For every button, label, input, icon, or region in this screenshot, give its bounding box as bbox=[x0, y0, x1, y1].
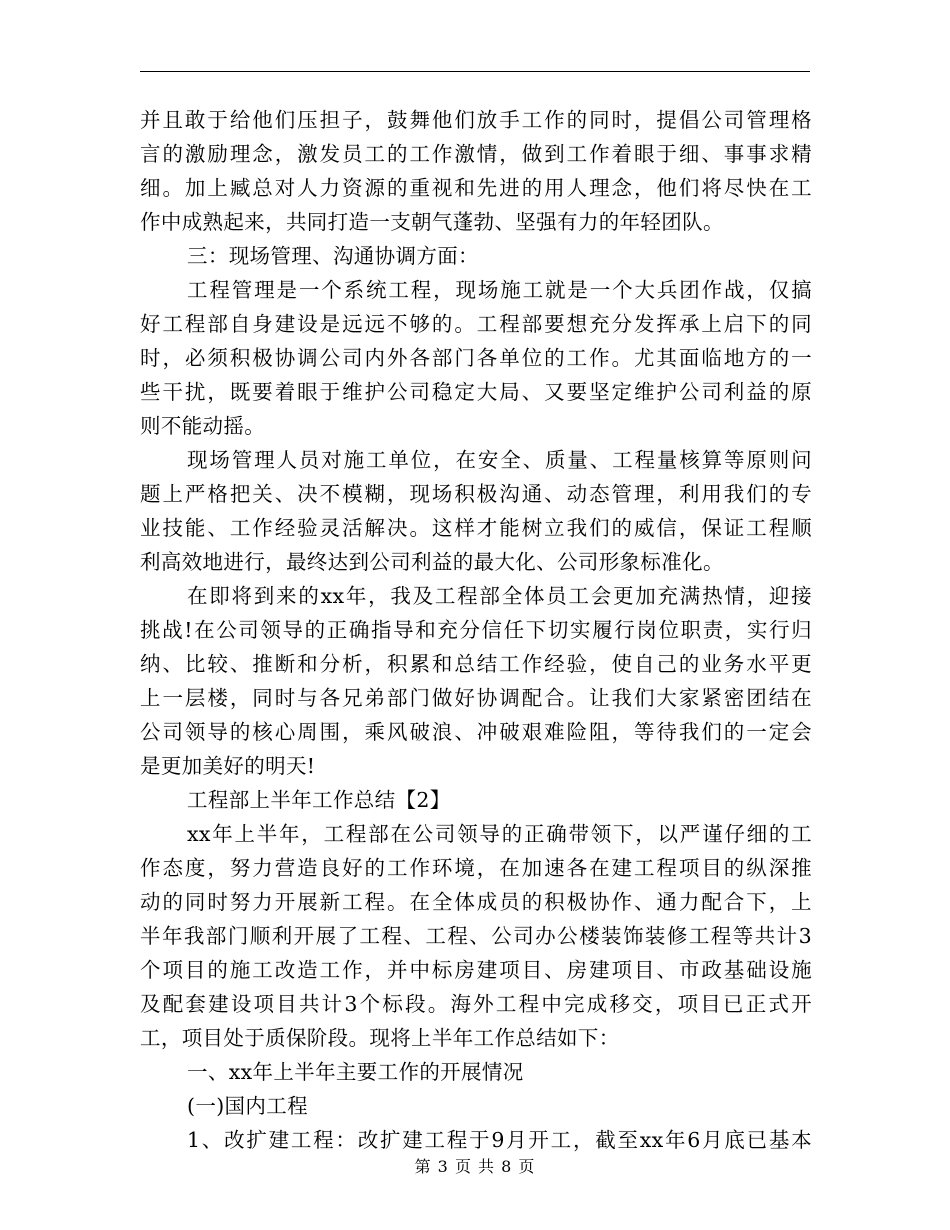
text-line: 现场管理人员对施工单位，在安全、质量、工程量核算等原则问 bbox=[187, 448, 812, 472]
text-line: 时，必须积极协调公司内外各部门各单位的工作。尤其面临地方的一 bbox=[140, 346, 812, 370]
text-line: 题上严格把关、决不模糊，现场积极沟通、动态管理，利用我们的专 bbox=[140, 482, 812, 506]
text-line: (一)国内工程 bbox=[187, 1094, 308, 1118]
text-line: 好工程部自身建设是远远不够的。工程部要想充分发挥承上启下的同 bbox=[140, 312, 812, 336]
text-line: 则不能动摇。 bbox=[140, 414, 266, 438]
text-line: 些干扰，既要着眼于维护公司稳定大局、又要坚定维护公司利益的原 bbox=[140, 380, 812, 404]
text-line: 个项目的施工改造工作，并中标房建项目、房建项目、市政基础设施 bbox=[140, 958, 812, 982]
text-line: 一、xx年上半年主要工作的开展情况 bbox=[187, 1060, 524, 1084]
text-line: 及配套建设项目共计3个标段。海外工程中完成移交，项目已正式开 bbox=[140, 992, 812, 1016]
text-line: 是更加美好的明天! bbox=[140, 754, 316, 778]
document-body bbox=[140, 103, 812, 1157]
text-line: 挑战!在公司领导的正确指导和充分信任下切实履行岗位职责，实行归 bbox=[140, 618, 812, 642]
text-line: 1、改扩建工程：改扩建工程于9月开工，截至xx年6月底已基本 bbox=[187, 1128, 812, 1152]
page-number-footer: 第 3 页 共 8 页 bbox=[414, 1157, 536, 1176]
text-line: 半年我部门顺利开展了工程、工程、公司办公楼装饰装修工程等共计3 bbox=[140, 924, 812, 948]
text-line: 利高效地进行，最终达到公司利益的最大化、公司形象标准化。 bbox=[140, 550, 724, 574]
text-line: xx年上半年，工程部在公司领导的正确带领下，以严谨仔细的工 bbox=[187, 822, 812, 846]
text-line: 工程部上半年工作总结【2】 bbox=[187, 788, 451, 812]
text-line: 公司领导的核心周围，乘风破浪、冲破艰难险阻，等待我们的一定会 bbox=[140, 720, 812, 744]
text-line: 言的激励理念，激发员工的工作激情，做到工作着眼于细、事事求精 bbox=[140, 142, 812, 166]
text-line: 上一层楼，同时与各兄弟部门做好协调配合。让我们大家紧密团结在 bbox=[140, 686, 812, 710]
text-line: 作中成熟起来，共同打造一支朝气蓬勃、坚强有力的年轻团队。 bbox=[140, 210, 724, 234]
text-line: 作态度，努力营造良好的工作环境，在加速各在建工程项目的纵深推 bbox=[140, 856, 812, 880]
text-line: 纳、比较、推断和分析，积累和总结工作经验，使自己的业务水平更 bbox=[140, 652, 812, 676]
header-rule bbox=[140, 71, 810, 72]
text-line: 三：现场管理、沟通协调方面： bbox=[187, 244, 479, 268]
text-line: 动的同时努力开展新工程。在全体成员的积极协作、通力配合下，上 bbox=[140, 890, 812, 914]
text-line: 工，项目处于质保阶段。现将上半年工作总结如下： bbox=[140, 1026, 620, 1050]
text-line: 细。加上臧总对人力资源的重视和先进的用人理念，他们将尽快在工 bbox=[140, 176, 812, 200]
text-line: 在即将到来的xx年，我及工程部全体员工会更加充满热情，迎接 bbox=[187, 584, 812, 608]
text-line: 业技能、工作经验灵活解决。这样才能树立我们的威信，保证工程顺 bbox=[140, 516, 812, 540]
text-line: 工程管理是一个系统工程，现场施工就是一个大兵团作战，仅搞 bbox=[187, 278, 812, 302]
text-line: 并且敢于给他们压担子，鼓舞他们放手工作的同时，提倡公司管理格 bbox=[140, 108, 812, 132]
